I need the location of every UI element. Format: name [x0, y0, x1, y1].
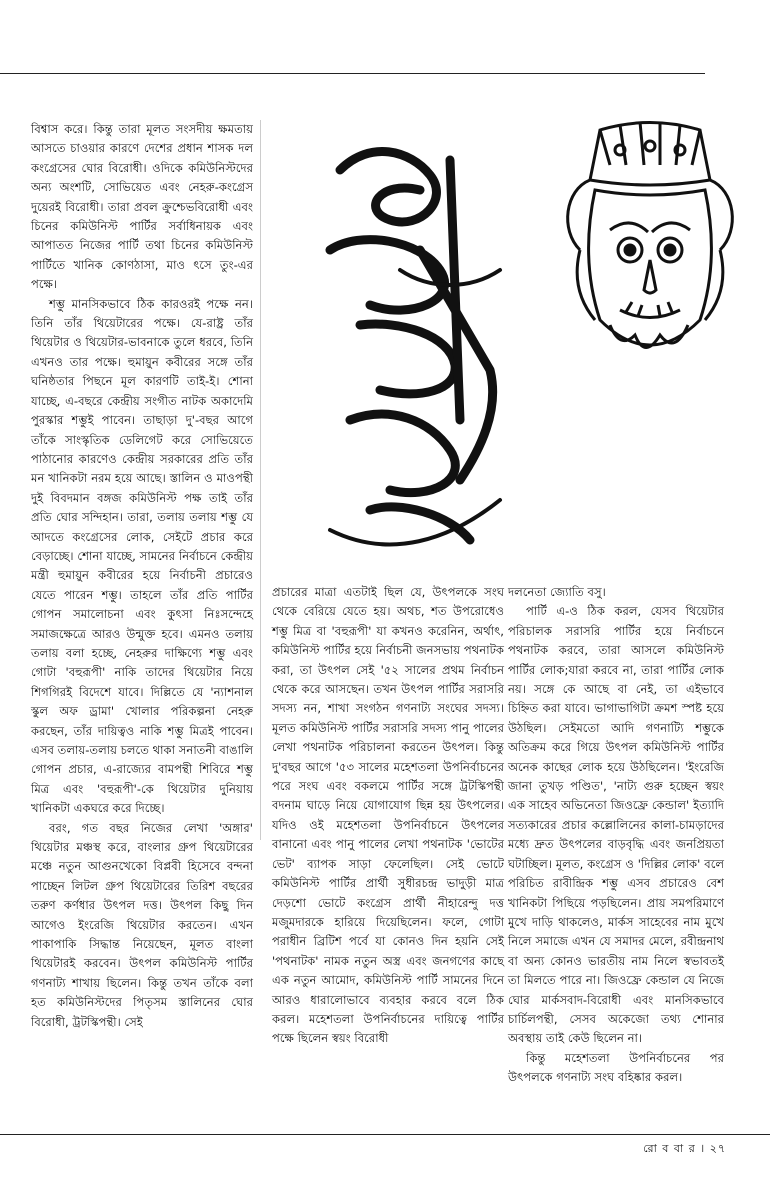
paragraph: প্রচারের মাত্রা এতটাই ছিল যে, উৎপলকে সংঘ থেকে বেরিয়ে যেতে হয়। অথচ, শত উপরোধেও শম্ভু মিত্র বা 'বহুরূপী' যা কখনও করেনিন, অর্থাৎ, কমিউনিস্ট পার্টির হয়ে নির্বাচনী জনসভায় পথনাটক করা, তা উৎপল সেই '৫২ সালের প্রথম নির্বাচন থেকে করে আসছেন। তখন উৎপল পার্টির সরাসরি সদস্য নন, শাখা সংগঠন গণনাট্য সংঘের সদস্য। মূলত কমিউনিস্ট পার্টির সরাসরি সদস্য পানু পালের লেখা পথনাটক পরিচালনা করতেন উৎপল। কিন্তু দু'বছর আগে '৫৩ সালের মহেশতলা উপনির্বাচনের পরে সংঘ এবং বকলমে পার্টির সঙ্গে ট্রটস্কিপন্থী বদনাম ঘাড়ে নিয়ে যোগাযোগ ছিন্ন হয় উৎপলের। যদিও ওই মহেশতলা উপনির্বাচনে উৎপলের বানানো এবং পানু পালের লেখা পথনাটক 'ভোটের ভেট' ব্যাপক সাড়া ফেলেছিল। সেই ভোটে কমিউনিস্ট পার্টির প্রার্থী সুধীরচন্দ্র ভাদুড়ী মাত্র দেড়শো ভোটে কংগ্রেস প্রার্থী নীহারেন্দু দত্ত মজুমদারকে হারিয়ে দিয়েছিলেন। ফলে, গোটা পরাধীন ব্রিটিশ পর্বে যা কোনও দিন হয়নি সেই 'পথনাটক' নামক নতুন অস্ত্র এবং জনগণের কাছে এক নতুন আমোদ, কমিউনিস্ট পার্টি সামনের দিনে আরও ধারালোভাবে ব্যবহার করবে বলে ঠিক করল। মহেশতলা উপনির্বাচনের দায়িত্বে পার্টির পক্ষে ছিলেন স্বয়ং বিরোধী [272, 585, 504, 1046]
paragraph: দলনেতা জ্যোতি বসু। [508, 585, 606, 599]
paragraph: কিন্তু মহেশতলা উপনির্বাচনের পর উৎপলকে গণনাট্য সংঘ বহিষ্কার করল। [508, 1050, 724, 1085]
paragraph: বিশ্বাস করে। কিন্তু তারা মূলত সংসদীয় ক্ষমতায় আসতে চাওয়ার কারণে দেশের প্রধান শাসক দল কংগ্রেসের ঘোর বিরোধী। ওদিকে কমিউনিস্টদের অন্য অংশটি, সোভিয়েত এবং নেহরু-কংগ্রেস দুয়েরই বিরোধী। তারা প্রবল ক্রুশ্চেভবিরোধী এবং চিনের কমিউনিস্ট পার্টির সর্বাধিনায়ক এবং আপাতত নিজের পার্টি তথা চিনের কমিউনিস্ট পার্টিতে খানিক কোণঠাসা, মাও ৎসে তুং-এর পক্ষে। [31, 122, 253, 292]
paragraph: বরং, গত বছর নিজের লেখা 'অঙ্গার' থিয়েটার মঞ্চস্থ করে, বাংলার গ্রুপ থিয়েটারের মঞ্চে নতুন আগুনখেকো বিপ্লবী হিসেবে বন্দনা পাচ্ছেন লিটল গ্রুপ থিয়েটারের তিরিশ বছরের তরুণ কর্ণধার উৎপল দত্ত। উৎপল কিছু দিন আগেও ইংরেজি থিয়েটার করতেন। এখন পাকাপাকি সিদ্ধান্ত নিয়েছেন, মূলত বাংলা থিয়েটারই করবেন। উৎপল কমিউনিস্ট পার্টির গণনাট্য শাখায় ছিলেন। কিন্তু তখন তাঁকে বলা হত কমিউনিস্টদের পিতৃসম স্তালিনের ঘোর বিরোধী, ট্রটস্কিপন্থী। সেই [31, 820, 253, 1029]
paragraph: শম্ভু মানসিকভাবে ঠিক কারওরই পক্ষে নন। তিনি তাঁর থিয়েটারের পক্ষে। যে-রাষ্ট্র তাঁর থিয়েটার ও থিয়েটার-ভাবনাকে তুলে ধরবে, তিনি এখনও তার পক্ষে। হুমায়ুন কবীরের সঙ্গে তাঁর ঘনিষ্ঠতার পিছনে মূল কারণটি তাই-ই। শোনা যাচ্ছে, এ-বছরে কেন্দ্রীয় সংগীত নাটক অকাদেমি পুরস্কার শম্ভুই পাবেন। তাছাড়া দু'-বছর আগে তাঁকে সাংস্কৃতিক ডেলিগেট করে সোভিয়েতে পাঠানোর কারণেও কেন্দ্রীয় সরকারের প্রতি তাঁর মন খানিকটা নরম হয়ে আছে। স্তালিন ও মাওপন্থী দুই বিবদমান বঙ্গজ কমিউনিস্ট পক্ষ তাই তাঁর প্রতি ঘোর সন্দিহান। তারা, তলায় তলায় শম্ভু যে আদতে কংগ্রেসের লোক, সেইটে প্রচার করে বেড়াচ্ছে। শোনা যাচ্ছে, সামনের নির্বাচনে কেন্দ্রীয় মন্ত্রী হুমায়ুন কবীরের হয়ে নির্বাচনী প্রচারেও যেতে পারেন শম্ভু। তাহলে তাঁর প্রতি পার্টির গোপন সমালোচনা এবং কুৎসা নিঃসন্দেহে সমাজক্ষেত্রে আরও উন্মুক্ত হবে। এমনও তলায় তলায় বলা হচ্ছে, নেহরুর দাক্ষিণ্যে শম্ভু এবং গোটা 'বহুরূপী' নাকি তাদের থিয়েটার নিয়ে শিগগিরই বিদেশে যাবে। দিল্লিতে যে 'ন্যাশনাল স্কুল অফ ড্রামা' খোলার পরিকল্পনা নেহরু করছেন, তাঁর দায়িত্বও নাকি শম্ভু মিত্রই পাবেন। এসব তলায়-তলায় চলতে থাকা সনাতনী বাঙালি গোপন প্রচার, এ-রাজ্যের বামপন্থী শিবিরে শম্ভু মিত্র এবং 'বহুরূপী'-কে থিয়েটার দুনিয়ায় খানিকটা একঘরে করে দিচ্ছে। [31, 296, 253, 816]
article-column-1 [31, 120, 253, 1032]
page-number: ২৭ [709, 1142, 726, 1155]
article-column-3 [508, 583, 724, 1088]
article-column-2 [272, 583, 504, 1049]
top-rule [0, 73, 705, 74]
calligraphy-signature-illustration [300, 120, 540, 580]
column-separator [260, 120, 261, 840]
paragraph: পার্টি এ-ও ঠিক করল, যেসব থিয়েটার পরিচালক সরাসরি পার্টির হয়ে নির্বাচনে পথনাটক করবে, তারা আসলে কমিউনিস্ট পার্টির লোক;যারা করবে না, তারা পার্টির লোক নয়। সঙ্গে কে আছে বা নেই, তা এইভাবে চিহ্নিত করা যাবে। ভাগাভাগিটা ক্রমশ স্পষ্ট হয়ে উঠছিল। সেইমতো আদি গণনাট্যি শম্ভুকে অতিক্রম করে গিয়ে উৎপল কমিউনিস্ট পার্টির অনেক কাছের লোক হয়ে উঠছিলেন। 'ইংরেজি জানা তুখড় পণ্ডিত', 'নাট্য গুরু হচ্ছেন স্বয়ং এক সাহেব অভিনেতা জিওফ্রে কেন্ডাল' ইত্যাদি সত্যকারের প্রচার কল্লোলিনের কালা-চামড়াদের মধ্যে দ্রুত উৎপলের বাড়বৃদ্ধি এবং জনপ্রিয়তা ঘটাচ্ছিল। মূলত, কংগ্রেস ও 'দিল্লির লোক' বলে পরিচিত রাবীন্দ্রিক শম্ভু এসব প্রচারেও বেশ খানিকটা পিছিয়ে পড়ছিলেন। প্রায় সমপরিমাণে মুখে দাড়ি থাকলেও, মার্কস সাহেবের নাম মুখে নিলে সমাজে এখন যে সমাদর মেলে, রবীন্দ্রনাথ বা অন্য কোনও ভারতীয় নাম নিলে স্বভাবতই তা মিলতে পারে না। জিওফ্রে কেন্ডাল যে নিজে ঘোর মার্কসবাদ-বিরোধী এবং মানসিকভাবে চার্চিলপন্থী, সেসব অকেজো তথ্য শোনার অবস্থায় তাই কেউ ছিলেন না। [508, 604, 724, 1046]
magazine-name: রো ব বা র [643, 1142, 696, 1155]
bottom-rule [0, 1134, 770, 1135]
page-footer [643, 1140, 726, 1159]
mask-face-illustration [560, 120, 740, 380]
footer-separator: । [700, 1142, 706, 1155]
